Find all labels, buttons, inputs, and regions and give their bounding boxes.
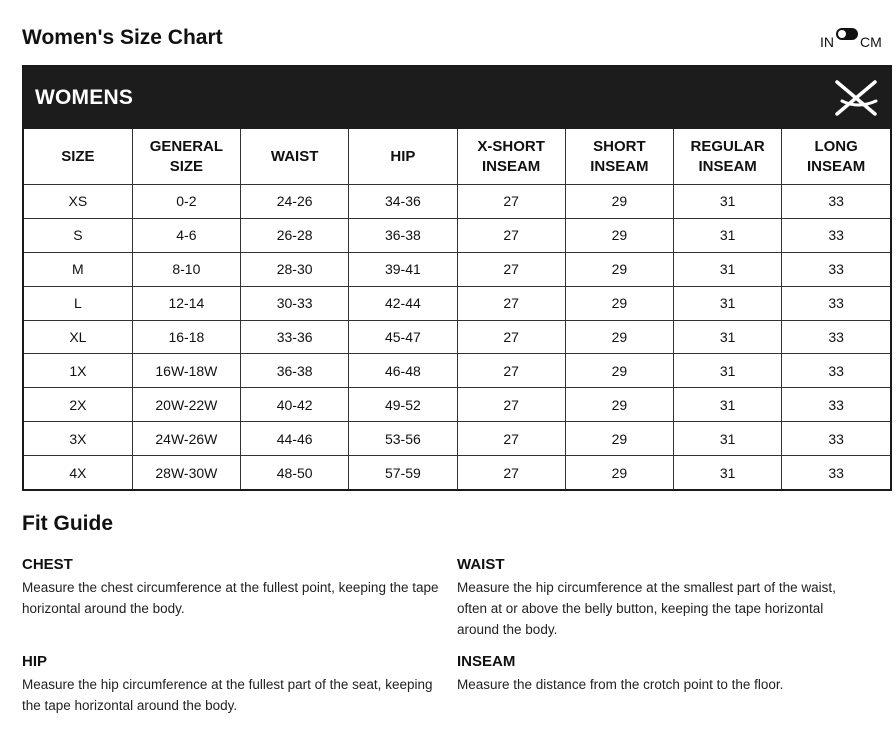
column-header-line: HIP xyxy=(390,147,416,165)
column-header-line: INSEAM xyxy=(590,157,649,175)
table-cell: 33 xyxy=(782,185,890,219)
table-cell: 27 xyxy=(457,320,565,354)
table-cell: 31 xyxy=(674,218,782,252)
column-header-line: REGULAR xyxy=(690,137,765,155)
table-row xyxy=(24,185,890,219)
fit-text: Measure the hip circumference at the smallest part of the waist, often at or above the belly button, keeping the tape horizontal around the body. xyxy=(457,580,836,637)
column-header-line: INSEAM xyxy=(806,157,866,175)
table-cell: 27 xyxy=(457,422,565,456)
size-chart xyxy=(22,65,892,491)
table-cell: 8-10 xyxy=(132,252,240,286)
table-cell: 29 xyxy=(565,320,673,354)
column-header-line: LONG xyxy=(814,137,858,155)
column-header-line: X-SHORT xyxy=(477,137,545,155)
fit-guide-title: Fit Guide xyxy=(22,512,113,535)
chart-banner xyxy=(24,67,890,129)
column-header-line: INSEAM xyxy=(698,157,757,175)
table-cell: 34-36 xyxy=(349,185,457,219)
table-cell: 28W-30W xyxy=(132,456,240,489)
table-cell: 4-6 xyxy=(132,218,240,252)
column-header xyxy=(24,129,132,185)
table-cell: 29 xyxy=(565,388,673,422)
table-cell: XL xyxy=(24,320,132,354)
table-cell: 39-41 xyxy=(349,252,457,286)
table-cell: 27 xyxy=(457,354,565,388)
table-cell: 33 xyxy=(782,422,890,456)
table-cell: 31 xyxy=(674,185,782,219)
table-cell: 46-48 xyxy=(349,354,457,388)
table-cell: 29 xyxy=(565,185,673,219)
table-cell: 16W-18W xyxy=(132,354,240,388)
table-cell: 27 xyxy=(457,218,565,252)
column-header xyxy=(241,129,349,185)
table-cell: L xyxy=(24,286,132,320)
fit-heading: WAIST xyxy=(457,556,505,573)
fit-inseam xyxy=(457,653,896,695)
fit-text: Measure the chest circumference at the fullest point, keeping the tape horizontal around the body. xyxy=(22,580,439,616)
page-title: Women's Size Chart xyxy=(22,26,223,49)
toggle-switch[interactable] xyxy=(836,28,858,40)
table-row xyxy=(24,456,890,489)
table-row xyxy=(24,422,890,456)
table-cell: 27 xyxy=(457,388,565,422)
table-row xyxy=(24,388,890,422)
banner-title: WOMENS xyxy=(35,86,134,109)
brand-logo-icon xyxy=(834,79,878,117)
table-cell: M xyxy=(24,252,132,286)
column-header xyxy=(457,129,565,185)
unit-cm-label: CM xyxy=(860,34,882,50)
header-row xyxy=(24,129,890,185)
table-cell: 40-42 xyxy=(241,388,349,422)
table-cell: 31 xyxy=(674,456,782,489)
table-cell: 27 xyxy=(457,456,565,489)
fit-waist xyxy=(457,556,896,640)
fit-hip xyxy=(22,653,462,716)
table-cell: 36-38 xyxy=(241,354,349,388)
table-cell: 45-47 xyxy=(349,320,457,354)
table-cell: 49-52 xyxy=(349,388,457,422)
fit-chest xyxy=(22,556,462,619)
table-cell: 16-18 xyxy=(132,320,240,354)
table-row xyxy=(24,286,890,320)
table-cell: S xyxy=(24,218,132,252)
table-cell: 33 xyxy=(782,218,890,252)
table-cell: 27 xyxy=(457,286,565,320)
table-cell: 29 xyxy=(565,252,673,286)
fit-heading: INSEAM xyxy=(457,653,516,670)
table-cell: 57-59 xyxy=(349,456,457,489)
column-header-line: INSEAM xyxy=(481,157,541,175)
table-cell: XS xyxy=(24,185,132,219)
table-cell: 30-33 xyxy=(241,286,349,320)
table-cell: 24-26 xyxy=(241,185,349,219)
table-cell: 31 xyxy=(674,252,782,286)
column-header-line: GENERAL xyxy=(149,137,224,155)
fit-heading: CHEST xyxy=(22,556,73,573)
fit-text: Measure the hip circumference at the fullest part of the seat, keeping the tape horizontal around the body. xyxy=(22,677,433,713)
table-row xyxy=(24,354,890,388)
table-cell: 31 xyxy=(674,422,782,456)
table-cell: 33 xyxy=(828,464,844,481)
table-cell: 29 xyxy=(565,456,673,489)
column-header xyxy=(565,129,673,185)
table-cell: 33 xyxy=(782,252,890,286)
table-cell: 31 xyxy=(674,388,782,422)
table-cell: 48-50 xyxy=(241,456,349,489)
table-cell: 31 xyxy=(674,354,782,388)
table-cell: 2X xyxy=(24,388,132,422)
table-cell: 36-38 xyxy=(349,218,457,252)
unit-toggle[interactable] xyxy=(820,30,882,50)
table-cell: 27 xyxy=(457,252,565,286)
table-cell: 0-2 xyxy=(132,185,240,219)
table-cell: 33 xyxy=(782,286,890,320)
table-cell: 33-36 xyxy=(241,320,349,354)
table-cell: 44-46 xyxy=(241,422,349,456)
table-cell: 33 xyxy=(782,354,890,388)
table-cell: 26-28 xyxy=(241,218,349,252)
unit-in-label: IN xyxy=(820,34,834,50)
table-cell: 20W-22W xyxy=(132,388,240,422)
size-table xyxy=(24,129,890,489)
table-cell: 24W-26W xyxy=(132,422,240,456)
table-row xyxy=(24,252,890,286)
table-cell: 12-14 xyxy=(132,286,240,320)
toggle-knob xyxy=(838,30,846,38)
column-header-line: SHORT xyxy=(593,137,646,155)
table-cell: 4X xyxy=(24,456,132,489)
table-cell: 53-56 xyxy=(349,422,457,456)
table-cell: 3X xyxy=(24,422,132,456)
column-header-line: WAIST xyxy=(270,147,319,165)
table-cell: 31 xyxy=(674,320,782,354)
table-cell: 29 xyxy=(565,286,673,320)
table-cell: 29 xyxy=(565,354,673,388)
table-cell: 28-30 xyxy=(241,252,349,286)
table-cell: 31 xyxy=(674,286,782,320)
column-header xyxy=(349,129,457,185)
table-cell: 29 xyxy=(565,218,673,252)
table-cell: 33 xyxy=(782,320,890,354)
table-row xyxy=(24,320,890,354)
fit-text: Measure the distance from the crotch point to the floor. xyxy=(457,677,784,692)
column-header xyxy=(674,129,782,185)
table-row xyxy=(24,218,890,252)
column-header-line: SIZE xyxy=(61,147,95,165)
table-cell: 27 xyxy=(457,185,565,219)
table-cell: 33 xyxy=(782,388,890,422)
fit-heading: HIP xyxy=(22,653,48,670)
column-header-line: SIZE xyxy=(169,157,204,175)
column-header xyxy=(132,129,240,185)
column-header xyxy=(782,129,890,185)
table-cell: 29 xyxy=(565,422,673,456)
table-cell: 42-44 xyxy=(349,286,457,320)
table-cell: 1X xyxy=(24,354,132,388)
